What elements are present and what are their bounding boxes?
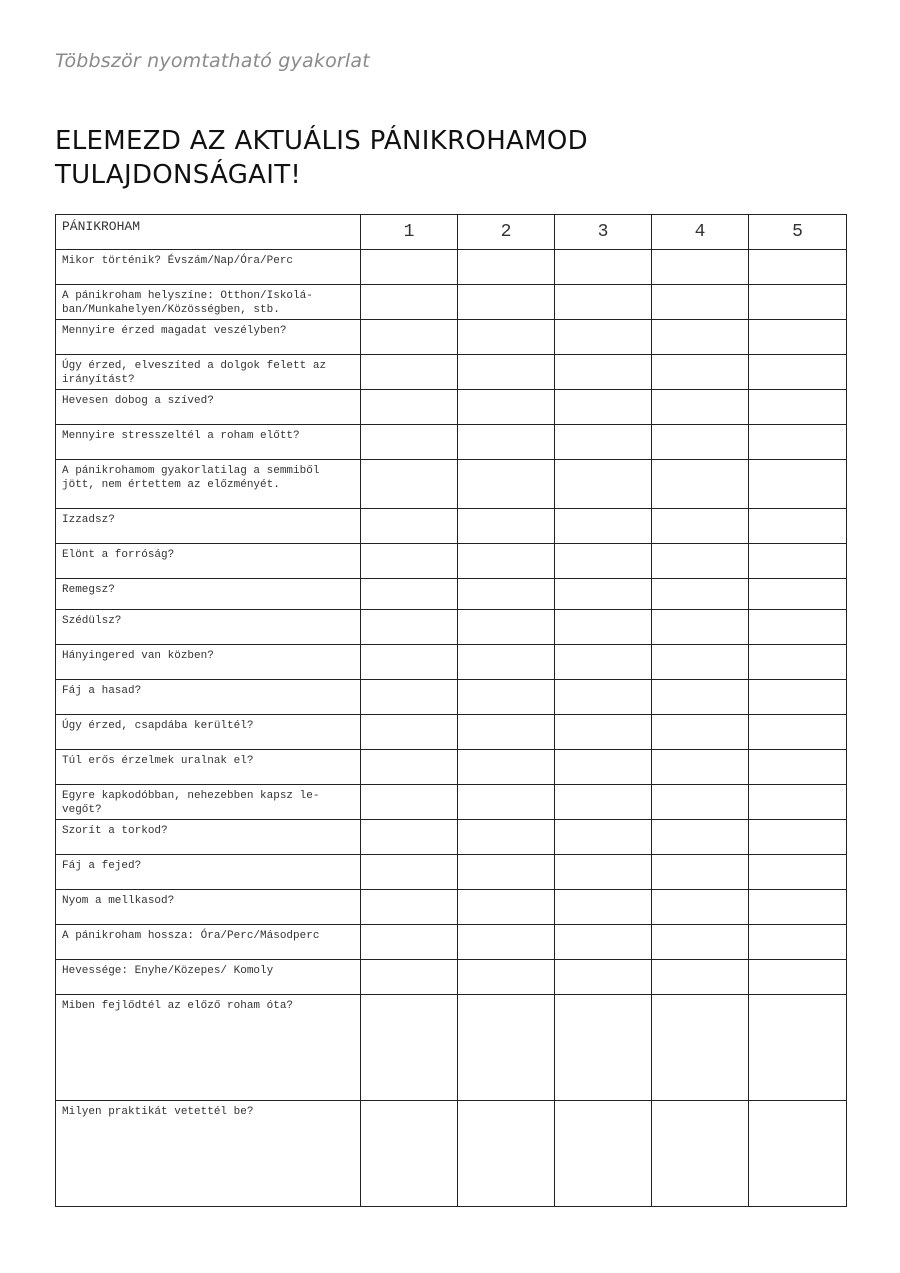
question-cell: Úgy érzed, csapdába kerültél? xyxy=(56,715,361,750)
answer-cell-2[interactable] xyxy=(458,645,555,680)
answer-cell-3[interactable] xyxy=(555,995,652,1101)
answer-cell-1[interactable] xyxy=(361,320,458,355)
answer-cell-3[interactable] xyxy=(555,645,652,680)
question-cell: Nyom a mellkasod? xyxy=(56,890,361,925)
table-row xyxy=(56,355,847,390)
answer-cell-5[interactable] xyxy=(749,250,847,285)
answer-cell-1[interactable] xyxy=(361,425,458,460)
answer-cell-2[interactable] xyxy=(458,750,555,785)
answer-cell-4[interactable] xyxy=(652,250,749,285)
question-cell: Úgy érzed, elveszíted a dolgok felett az irányítást? xyxy=(56,355,361,390)
question-cell: A pánikroham hossza: Óra/Perc/Másodperc xyxy=(56,925,361,960)
answer-cell-2[interactable] xyxy=(458,680,555,715)
table-row xyxy=(56,579,847,610)
question-cell: Mennyire stresszeltél a roham előtt? xyxy=(56,425,361,460)
answer-cell-5[interactable] xyxy=(749,544,847,579)
table-header-row xyxy=(56,215,847,250)
answer-cell-4[interactable] xyxy=(652,579,749,610)
table-row xyxy=(56,250,847,285)
answer-cell-5[interactable] xyxy=(749,890,847,925)
answer-cell-4[interactable] xyxy=(652,425,749,460)
answer-cell-3[interactable] xyxy=(555,820,652,855)
answer-cell-3[interactable] xyxy=(555,320,652,355)
column-header-2: 2 xyxy=(458,215,555,250)
table-row xyxy=(56,390,847,425)
answer-cell-3[interactable] xyxy=(555,390,652,425)
page-title-line-1: ELEMEZD AZ AKTUÁLIS PÁNIKROHAMOD xyxy=(55,126,588,156)
answer-cell-2[interactable] xyxy=(458,820,555,855)
answer-cell-4[interactable] xyxy=(652,544,749,579)
answer-cell-3[interactable] xyxy=(555,250,652,285)
answer-cell-3[interactable] xyxy=(555,285,652,320)
question-cell: A pánikroham helyszíne: Otthon/Iskolá- ban/Munkahelyen/Közösségben, stb. xyxy=(56,285,361,320)
answer-cell-2[interactable] xyxy=(458,890,555,925)
question-cell: Hevesen dobog a szíved? xyxy=(56,390,361,425)
answer-cell-4[interactable] xyxy=(652,285,749,320)
question-cell: Elönt a forróság? xyxy=(56,544,361,579)
answer-cell-2[interactable] xyxy=(458,425,555,460)
answer-cell-4[interactable] xyxy=(652,610,749,645)
answer-cell-4[interactable] xyxy=(652,855,749,890)
question-cell: Remegsz? xyxy=(56,579,361,610)
answer-cell-4[interactable] xyxy=(652,960,749,995)
answer-cell-5[interactable] xyxy=(749,820,847,855)
answer-cell-5[interactable] xyxy=(749,925,847,960)
answer-cell-2[interactable] xyxy=(458,390,555,425)
answer-cell-2[interactable] xyxy=(458,250,555,285)
question-cell: Mennyire érzed magadat veszélyben? xyxy=(56,320,361,355)
answer-cell-1[interactable] xyxy=(361,890,458,925)
answer-cell-5[interactable] xyxy=(749,579,847,610)
answer-cell-5[interactable] xyxy=(749,355,847,390)
answer-cell-3[interactable] xyxy=(555,890,652,925)
answer-cell-4[interactable] xyxy=(652,820,749,855)
answer-cell-5[interactable] xyxy=(749,425,847,460)
answer-cell-1[interactable] xyxy=(361,645,458,680)
answer-cell-2[interactable] xyxy=(458,460,555,509)
answer-cell-2[interactable] xyxy=(458,610,555,645)
answer-cell-4[interactable] xyxy=(652,890,749,925)
table-label-header: PÁNIKROHAM xyxy=(56,215,361,250)
answer-cell-4[interactable] xyxy=(652,1101,749,1207)
answer-cell-1[interactable] xyxy=(361,715,458,750)
answer-cell-3[interactable] xyxy=(555,960,652,995)
page-kicker: Többször nyomtatható gyakorlat xyxy=(55,50,370,72)
answer-cell-5[interactable] xyxy=(749,1101,847,1207)
answer-cell-2[interactable] xyxy=(458,785,555,820)
answer-cell-2[interactable] xyxy=(458,285,555,320)
answer-cell-3[interactable] xyxy=(555,1101,652,1207)
column-header-3: 3 xyxy=(555,215,652,250)
answer-cell-3[interactable] xyxy=(555,680,652,715)
question-cell: Miben fejlődtél az előző roham óta? xyxy=(56,995,361,1101)
question-cell: Egyre kapkodóbban, nehezebben kapsz le- vegőt? xyxy=(56,785,361,820)
table-row xyxy=(56,544,847,579)
answer-cell-4[interactable] xyxy=(652,355,749,390)
answer-cell-4[interactable] xyxy=(652,925,749,960)
answer-cell-1[interactable] xyxy=(361,750,458,785)
answer-cell-3[interactable] xyxy=(555,750,652,785)
answer-cell-2[interactable] xyxy=(458,355,555,390)
answer-cell-1[interactable] xyxy=(361,820,458,855)
table-row xyxy=(56,285,847,320)
question-cell: A pánikrohamom gyakorlatilag a semmiből jött, nem értettem az előzményét. xyxy=(56,460,361,509)
question-cell: Hányingered van közben? xyxy=(56,645,361,680)
answer-cell-5[interactable] xyxy=(749,460,847,509)
question-cell: Szédülsz? xyxy=(56,610,361,645)
answer-cell-4[interactable] xyxy=(652,680,749,715)
answer-cell-4[interactable] xyxy=(652,995,749,1101)
table-row xyxy=(56,785,847,820)
answer-cell-1[interactable] xyxy=(361,285,458,320)
answer-cell-1[interactable] xyxy=(361,544,458,579)
table-row xyxy=(56,460,847,509)
page-title-line-2: TULAJDONSÁGAIT! xyxy=(55,160,302,190)
table-row xyxy=(56,995,847,1101)
table-row xyxy=(56,855,847,890)
table-row xyxy=(56,715,847,750)
answer-cell-5[interactable] xyxy=(749,960,847,995)
answer-cell-3[interactable] xyxy=(555,425,652,460)
answer-cell-5[interactable] xyxy=(749,285,847,320)
question-cell: Túl erős érzelmek uralnak el? xyxy=(56,750,361,785)
answer-cell-1[interactable] xyxy=(361,460,458,509)
question-cell: Szorít a torkod? xyxy=(56,820,361,855)
answer-cell-2[interactable] xyxy=(458,544,555,579)
answer-cell-1[interactable] xyxy=(361,995,458,1101)
answer-cell-3[interactable] xyxy=(555,460,652,509)
question-cell: Izzadsz? xyxy=(56,509,361,544)
answer-cell-1[interactable] xyxy=(361,610,458,645)
answer-cell-5[interactable] xyxy=(749,320,847,355)
answer-cell-4[interactable] xyxy=(652,645,749,680)
question-cell: Mikor történik? Évszám/Nap/Óra/Perc xyxy=(56,250,361,285)
answer-cell-3[interactable] xyxy=(555,925,652,960)
answer-cell-2[interactable] xyxy=(458,1101,555,1207)
table-row xyxy=(56,820,847,855)
table-row xyxy=(56,610,847,645)
answer-cell-5[interactable] xyxy=(749,995,847,1101)
answer-cell-3[interactable] xyxy=(555,544,652,579)
answer-cell-5[interactable] xyxy=(749,509,847,544)
table-row xyxy=(56,680,847,715)
answer-cell-2[interactable] xyxy=(458,925,555,960)
answer-cell-5[interactable] xyxy=(749,855,847,890)
answer-cell-1[interactable] xyxy=(361,925,458,960)
table-row xyxy=(56,320,847,355)
answer-cell-4[interactable] xyxy=(652,785,749,820)
answer-cell-1[interactable] xyxy=(361,579,458,610)
answer-cell-1[interactable] xyxy=(361,1101,458,1207)
answer-cell-3[interactable] xyxy=(555,509,652,544)
panic-attack-table xyxy=(55,214,847,1207)
question-cell: Milyen praktikát vetettél be? xyxy=(56,1101,361,1207)
answer-cell-1[interactable] xyxy=(361,855,458,890)
answer-cell-2[interactable] xyxy=(458,855,555,890)
answer-cell-4[interactable] xyxy=(652,715,749,750)
answer-cell-5[interactable] xyxy=(749,390,847,425)
answer-cell-3[interactable] xyxy=(555,610,652,645)
answer-cell-3[interactable] xyxy=(555,355,652,390)
answer-cell-3[interactable] xyxy=(555,715,652,750)
answer-cell-1[interactable] xyxy=(361,785,458,820)
answer-cell-4[interactable] xyxy=(652,509,749,544)
answer-cell-5[interactable] xyxy=(749,750,847,785)
answer-cell-5[interactable] xyxy=(749,645,847,680)
answer-cell-5[interactable] xyxy=(749,680,847,715)
answer-cell-4[interactable] xyxy=(652,320,749,355)
answer-cell-2[interactable] xyxy=(458,509,555,544)
answer-cell-2[interactable] xyxy=(458,715,555,750)
column-header-1: 1 xyxy=(361,215,458,250)
question-cell: Hevessége: Enyhe/Közepes/ Komoly xyxy=(56,960,361,995)
answer-cell-5[interactable] xyxy=(749,785,847,820)
answer-cell-5[interactable] xyxy=(749,715,847,750)
answer-cell-4[interactable] xyxy=(652,750,749,785)
table-row xyxy=(56,960,847,995)
answer-cell-1[interactable] xyxy=(361,355,458,390)
answer-cell-4[interactable] xyxy=(652,390,749,425)
answer-cell-1[interactable] xyxy=(361,390,458,425)
answer-cell-1[interactable] xyxy=(361,960,458,995)
table-row xyxy=(56,645,847,680)
column-header-5: 5 xyxy=(749,215,847,250)
answer-cell-3[interactable] xyxy=(555,579,652,610)
answer-cell-1[interactable] xyxy=(361,250,458,285)
answer-cell-2[interactable] xyxy=(458,579,555,610)
answer-cell-4[interactable] xyxy=(652,460,749,509)
table-row xyxy=(56,925,847,960)
answer-cell-2[interactable] xyxy=(458,320,555,355)
column-header-4: 4 xyxy=(652,215,749,250)
table-row xyxy=(56,750,847,785)
answer-cell-1[interactable] xyxy=(361,509,458,544)
question-cell: Fáj a hasad? xyxy=(56,680,361,715)
table-row xyxy=(56,509,847,544)
answer-cell-5[interactable] xyxy=(749,610,847,645)
table-row xyxy=(56,1101,847,1207)
answer-cell-2[interactable] xyxy=(458,960,555,995)
answer-cell-3[interactable] xyxy=(555,855,652,890)
table-row xyxy=(56,425,847,460)
table-row xyxy=(56,890,847,925)
answer-cell-3[interactable] xyxy=(555,785,652,820)
question-cell: Fáj a fejed? xyxy=(56,855,361,890)
answer-cell-2[interactable] xyxy=(458,995,555,1101)
answer-cell-1[interactable] xyxy=(361,680,458,715)
page-title xyxy=(55,124,588,192)
